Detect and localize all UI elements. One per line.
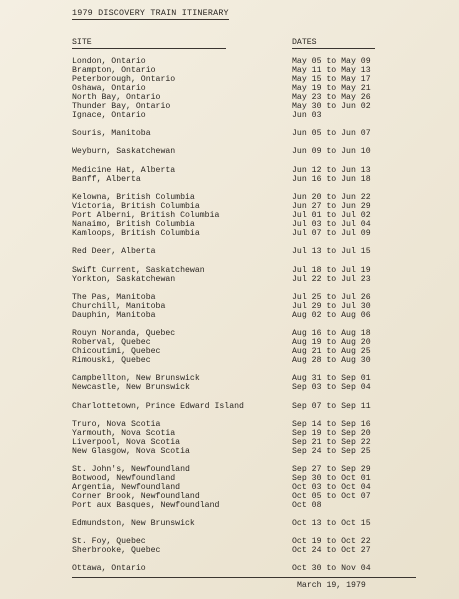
site-name: Botwood, Newfoundland [72,474,176,483]
site-dates: May 11 to May 13 [292,66,371,75]
site-name: Ottawa, Ontario [72,564,146,573]
site-name: Newcastle, New Brunswick [72,383,190,392]
site-name: St. Foy, Quebec [72,537,146,546]
site-dates: Aug 02 to Aug 06 [292,311,371,320]
site-dates: Jul 01 to Jul 02 [292,211,371,220]
site-dates: Aug 21 to Aug 25 [292,347,371,356]
itinerary-row [0,402,459,412]
site-name: Chicoutimi, Quebec [72,347,161,356]
site-name: Thunder Bay, Ontario [72,102,171,111]
itinerary-row [0,447,459,457]
site-dates: Sep 24 to Sep 25 [292,447,371,456]
site-dates: Sep 07 to Sep 11 [292,402,371,411]
site-name: Oshawa, Ontario [72,84,146,93]
site-name: Campbellton, New Brunswick [72,374,200,383]
site-name: Yorkton, Saskatchewan [72,275,176,284]
itinerary-row [0,383,459,393]
site-name: The Pas, Manitoba [72,293,156,302]
site-dates: Aug 28 to Aug 30 [292,356,371,365]
site-dates: Oct 08 [292,501,322,510]
itinerary-row [0,111,459,121]
footer-rule [72,577,416,578]
itinerary-row [0,546,459,556]
site-dates: Jun 16 to Jun 18 [292,175,371,184]
site-dates: Oct 05 to Oct 07 [292,492,371,501]
site-dates: Jun 03 [292,111,322,120]
site-name: Charlottetown, Prince Edward Island [72,402,244,411]
site-name: Sherbrooke, Quebec [72,546,161,555]
itinerary-row [0,501,459,511]
site-name: Corner Brook, Newfoundland [72,492,200,501]
site-dates: Oct 03 to Oct 04 [292,483,371,492]
itinerary-row [0,356,459,366]
site-name: Port aux Basques, Newfoundland [72,501,220,510]
site-name: Peterborough, Ontario [72,75,176,84]
itinerary-row [0,129,459,139]
itinerary-row [0,247,459,257]
itinerary-row [0,564,459,574]
site-name: Kelowna, British Columbia [72,193,195,202]
column-header-dates: DATES [292,38,317,47]
site-dates: Jul 22 to Jul 23 [292,275,371,284]
site-dates: Jul 13 to Jul 15 [292,247,371,256]
site-name: Medicine Hat, Alberta [72,166,176,175]
site-name: Souris, Manitoba [72,129,151,138]
site-name: Rouyn Noranda, Quebec [72,329,176,338]
site-name: St. John's, Newfoundland [72,465,190,474]
itinerary-row [0,275,459,285]
itinerary-row [0,519,459,529]
site-dates: Oct 30 to Nov 04 [292,564,371,573]
itinerary-row [0,229,459,239]
site-name: Port Alberni, British Columbia [72,211,220,220]
site-name: Dauphin, Manitoba [72,311,156,320]
site-name: New Glasgow, Nova Scotia [72,447,190,456]
site-dates: Aug 19 to Aug 20 [292,338,371,347]
site-dates: Jun 20 to Jun 22 [292,193,371,202]
site-dates: Jul 25 to Jul 26 [292,293,371,302]
column-header-site: SITE [72,38,92,47]
site-dates: May 19 to May 21 [292,84,371,93]
site-dates: May 05 to May 09 [292,57,371,66]
site-dates: Sep 27 to Sep 29 [292,465,371,474]
site-name: Truro, Nova Scotia [72,420,161,429]
site-dates: Sep 03 to Sep 04 [292,383,371,392]
site-dates: Jun 05 to Jun 07 [292,129,371,138]
site-dates: Jun 27 to Jun 29 [292,202,371,211]
site-dates: Jul 18 to Jul 19 [292,266,371,275]
site-name: Rimouski, Quebec [72,356,151,365]
site-dates: Jul 03 to Jul 04 [292,220,371,229]
site-dates: Jun 12 to Jun 13 [292,166,371,175]
site-name: Edmundston, New Brunswick [72,519,195,528]
site-dates: May 30 to Jun 02 [292,102,371,111]
itinerary-row [0,311,459,321]
site-name: North Bay, Ontario [72,93,161,102]
itinerary-row [0,175,459,185]
site-dates: Sep 19 to Sep 20 [292,429,371,438]
site-name: Banff, Alberta [72,175,141,184]
site-name: Swift Current, Saskatchewan [72,266,205,275]
site-dates: Aug 31 to Sep 01 [292,374,371,383]
site-dates: Jul 29 to Jul 30 [292,302,371,311]
footer-date: March 19, 1979 [297,581,366,590]
document-title: 1979 DISCOVERY TRAIN ITINERARY [72,8,229,18]
site-dates: May 15 to May 17 [292,75,371,84]
site-dates: Oct 19 to Oct 22 [292,537,371,546]
site-dates: Jul 07 to Jul 09 [292,229,371,238]
site-name: Weyburn, Saskatchewan [72,147,176,156]
site-dates: Aug 16 to Aug 18 [292,329,371,338]
itinerary-row [0,147,459,157]
site-dates: Oct 13 to Oct 15 [292,519,371,528]
site-name: Liverpool, Nova Scotia [72,438,181,447]
site-name: Brampton, Ontario [72,66,156,75]
site-name: Ignace, Ontario [72,111,146,120]
site-name: Yarmouth, Nova Scotia [72,429,176,438]
site-name: Victoria, British Columbia [72,202,200,211]
site-name: Kamloops, British Columbia [72,229,200,238]
site-dates: Jun 09 to Jun 10 [292,147,371,156]
site-dates: Sep 14 to Sep 16 [292,420,371,429]
site-name: Roberval, Quebec [72,338,151,347]
site-dates: Oct 24 to Oct 27 [292,546,371,555]
site-dates: May 23 to May 26 [292,93,371,102]
site-name: Red Deer, Alberta [72,247,156,256]
site-dates: Sep 21 to Sep 22 [292,438,371,447]
site-dates: Sep 30 to Oct 01 [292,474,371,483]
site-name: Nanaimo, British Columbia [72,220,195,229]
site-name: London, Ontario [72,57,146,66]
site-name: Churchill, Manitoba [72,302,166,311]
site-name: Argentia, Newfoundland [72,483,181,492]
